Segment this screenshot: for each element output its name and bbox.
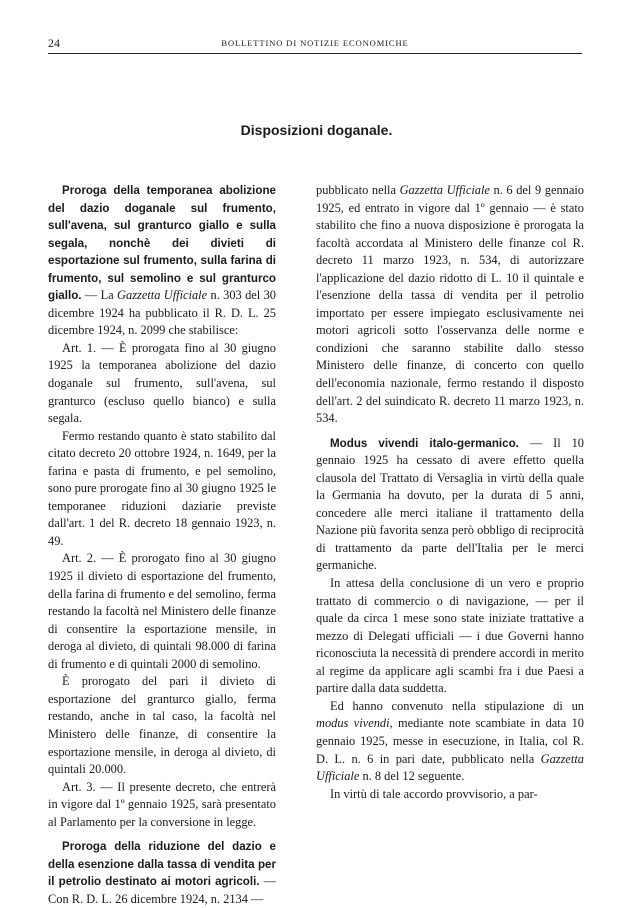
paragraph-heading: Proroga della riduzione del dazio e della esenzione dalla tassa di vendita per il petrolio destinato ai motori agricoli. — [48, 840, 276, 889]
paragraph-text: — La — [81, 288, 118, 303]
paragraph-in-attesa: In attesa della conclusione di un vero e proprio trattato di commercio o di navigazione, — per il quale da circa 1 mese sono state iniziate trattative a mezzo di Delegati ufficiali — i due Governi hanno riconosciuta la necessità di prendere accordi in merito al regime da applicare agli scambi fra i due Paesi a partire dalla data suddetta. — [316, 576, 584, 696]
paragraph-text: — Il 10 gennaio 1925 ha cessato di avere effetto quella clausola del Trattato di Versaglia in virtù della quale la Germania ha dovuto, per la durata di 5 anni, concedere alle merci italiane il trattamento della Nazione più favorita senza però obbligo di reciprocità di trattamento da parte dell'Italia per le merci germaniche. — [316, 435, 584, 573]
page-number: 24 — [48, 36, 60, 50]
paragraph-in-virtu: In virtù di tale accordo provvisorio, a par- — [330, 786, 538, 801]
gazzetta-reference: Gazzetta Ufficiale — [399, 183, 490, 197]
paragraph-ed-hanno — [316, 698, 584, 786]
left-column — [48, 182, 276, 908]
paragraph-art-3: Art. 3. — Il presente decreto, che entrerà in vigore dal 1º gennaio 1925, sarà presentato al Parlamento per la conversione in legge. — [48, 779, 276, 829]
journal-title: BOLLETTINO DI NOTIZIE ECONOMICHE — [221, 38, 409, 48]
paragraph-text: n. 303 del 30 dicembre 1924 ha pubblicato il R. D. L. 25 dicembre 1924, n. 2099 che stabilisce: — [48, 288, 276, 338]
paragraph-proroga-petrolio — [48, 838, 276, 908]
paragraph-text: n. 6 del 9 gennaio 1925, ed entrato in vigore dal 1º gennaio — è stato stabilito che fino a nuova disposizione è prorogata la facoltà accordata al Ministero delle finanze col R. decreto 11 marzo 1923, n. 534, di autorizzare l'applicazione del dazio ridotto di L. 10 il quintale e l'esenzione della tassa di vendita per il petrolio importato per essere impiegato esclusivamente nei motori agricoli sotto l'osservanza delle norme e condizioni che saranno stabilite dallo stesso Ministero delle finanze, di concerto con quello dell'economia nazionale, fermo restando il disposto dell'art. 2 del suindicato R. decreto 11 marzo 1923, n. 534. — [316, 183, 584, 426]
header-rule — [48, 53, 582, 54]
paragraph-text: pubblicato nella — [316, 183, 400, 197]
paragraph-text: Ed hanno convenuto nella stipulazione di un — [330, 698, 584, 713]
right-column — [316, 182, 584, 803]
paragraph-heading: Proroga della temporanea abolizione del dazio doganale sul frumento, sull'avena, sul granturco giallo e sulla segala, nonchè dei divieti di esportazione sul frumento, sulla farina di frumento, sul semolino e sul granturco giallo. — [48, 184, 276, 303]
paragraph-granturco: È prorogato del pari il divieto di esportazione del granturco giallo, ferma restando, anche in tal caso, la facoltà nel Ministero delle finanze, di consentire la esportazione mensile, in deroga al divieto, di quintali 20.000. — [48, 674, 276, 777]
paragraph-petrolio-continued — [316, 182, 584, 428]
gazzetta-reference: Gazzetta Ufficiale — [117, 288, 208, 303]
paragraph-text: n. 8 del 12 seguente. — [359, 769, 465, 784]
paragraph-fermo-restando: Fermo restando quanto è stato stabilito dal citato decreto 20 ottobre 1924, n. 1649, per la farina e pasta di frumento, e pel semolino, sono pure prorogate fino al 30 giugno 1925 le temporanee riduzioni daziarie previste dall'art. 1 del R. decreto 18 gennaio 1923, n. 49. — [48, 428, 276, 548]
paragraph-proroga-dazio — [48, 182, 276, 340]
paragraph-modus-vivendi — [316, 435, 584, 575]
paragraph-text: — Con R. D. L. 26 dicembre 1924, n. 2134 — — [48, 874, 276, 906]
modus-vivendi-term: modus vivendi — [316, 716, 390, 731]
gazzetta-reference: Gazzetta Ufficiale — [316, 751, 584, 784]
paragraph-heading: Modus vivendi italo-germanico. — [330, 436, 519, 450]
running-head — [48, 34, 582, 52]
paragraph-art-2: Art. 2. — È prorogato fino al 30 giugno 1925 il divieto di esportazione del frumento, della farina di frumento e del semolino, ferma restando la facoltà nel Ministero delle finanze di consentire la esportazione mensile, in deroga al divieto, di quintali 98.000 di farina di frumento e di quintali 2000 di semolino. — [48, 551, 276, 671]
section-title: Disposizioni doganale. — [240, 122, 393, 138]
paragraph-art-1: Art. 1. — È prorogata fino al 30 giugno 1925 la temporanea abolizione del dazio doganale sul frumento, sull'avena, sul granturco (escluso quello bianco) e sulla segala. — [48, 340, 276, 426]
paragraph-text: , mediante note scambiate in data 10 gennaio 1925, messe in esecuzione, in Italia, col R. D. L. n. 6 in pari date, pubblicato nella — [316, 716, 585, 766]
